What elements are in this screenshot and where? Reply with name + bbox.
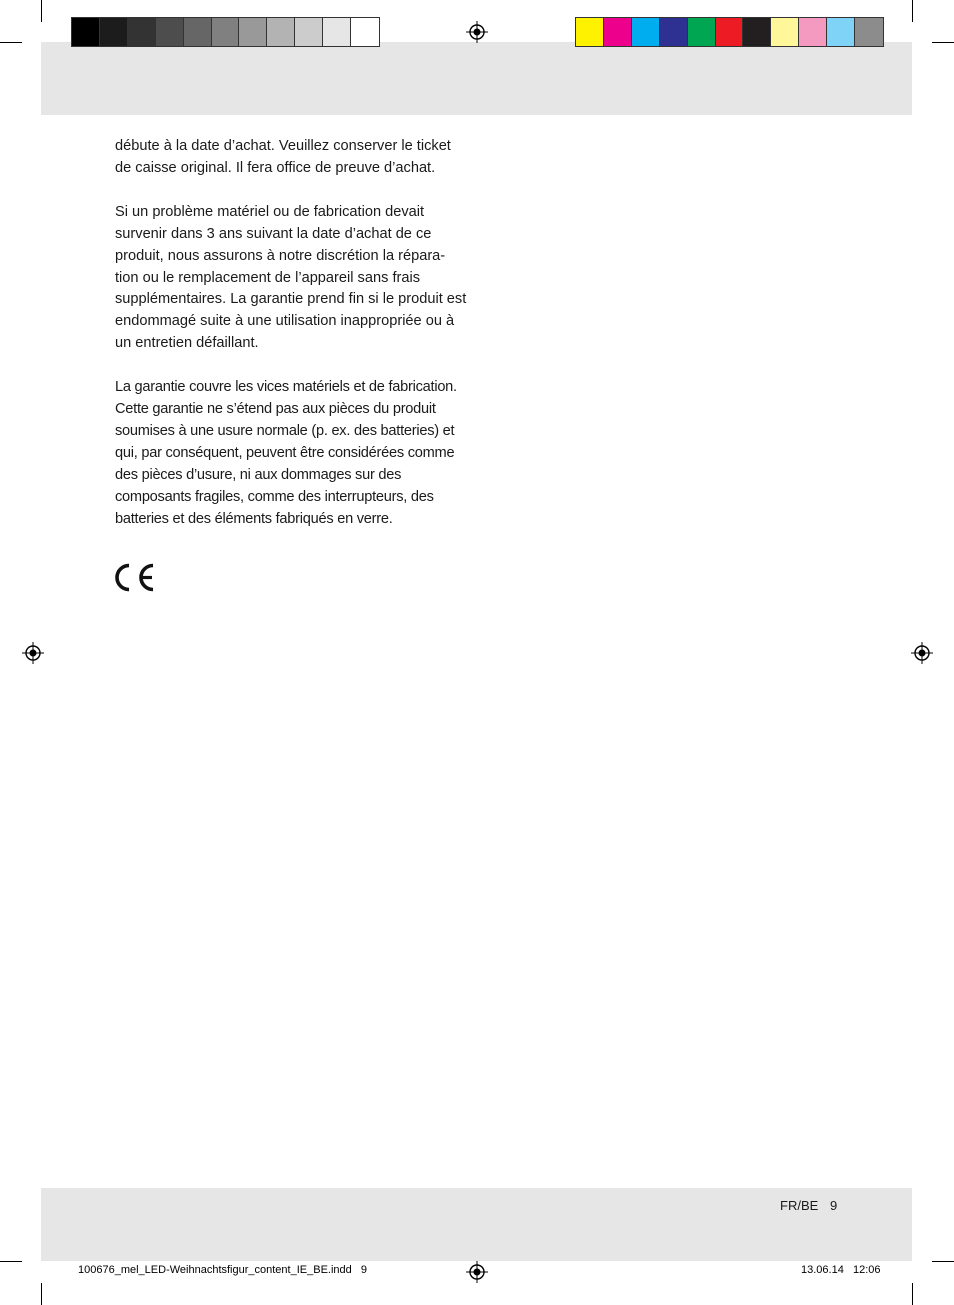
warranty-paragraph-1: débute à la date d’achat. Veuillez conserver le ticket de caisse original. Il fera office de preuve d’achat. — [115, 138, 451, 176]
header-band — [41, 42, 912, 115]
crop-mark — [912, 1283, 913, 1305]
color-swatch — [716, 18, 744, 46]
color-swatch — [184, 18, 212, 46]
crop-mark — [912, 0, 913, 22]
color-swatch — [855, 18, 883, 46]
color-swatch — [351, 18, 379, 46]
slug-filename: 100676_mel_LED-Weihnachtsfigur_content_IE_BE.indd 9 — [78, 1264, 368, 1276]
registration-mark-icon — [466, 21, 488, 43]
color-swatch — [688, 18, 716, 46]
color-swatch — [323, 18, 351, 46]
warranty-paragraph-3: La garantie couvre les vices matériels et de fabrication. Cette garantie ne s’étend pas aux pièces du produit soumises à une usure normale (p. ex. des batteries) et qui, par conséquent, peuvent être considérées comme des pièces d’usure, ni aux dommages sur des composants fragiles, comme des interrupteurs, des batteries et des éléments fabriqués en verre. — [115, 379, 457, 527]
language-label: FR/BE — [780, 1198, 819, 1213]
crop-mark — [932, 42, 954, 43]
color-swatch — [239, 18, 267, 46]
color-swatch — [295, 18, 323, 46]
color-swatch — [660, 18, 688, 46]
process-color-bar — [575, 17, 884, 47]
color-swatch — [128, 18, 156, 46]
color-swatch — [156, 18, 184, 46]
warranty-paragraph-2: Si un problème matériel ou de fabrication devait survenir dans 3 ans suivant la date d’achat de ce produit, nous assurons à notre discrétion la répara-tion ou le remplacement de l’appareil sans frais supplémentaires. La garantie prend fin si le produit est endommagé suite à une utilisation inappropriée ou à un entretien défaillant. — [115, 203, 467, 352]
color-swatch — [100, 18, 128, 46]
registration-mark-icon — [911, 642, 933, 664]
color-swatch — [72, 18, 100, 46]
crop-mark — [41, 1283, 42, 1305]
crop-mark — [41, 0, 42, 22]
crop-mark — [0, 1261, 22, 1262]
color-swatch — [212, 18, 240, 46]
color-swatch — [771, 18, 799, 46]
page-number: 9 — [830, 1198, 838, 1213]
registration-mark-icon — [22, 642, 44, 664]
grayscale-bar — [71, 17, 380, 47]
color-swatch — [632, 18, 660, 46]
warranty-text-column — [115, 136, 467, 553]
slug-datetime: 13.06.14 12:06 — [801, 1264, 881, 1276]
color-swatch — [267, 18, 295, 46]
registration-mark-icon — [466, 1261, 488, 1283]
ce-mark-icon — [114, 563, 156, 592]
color-swatch — [604, 18, 632, 46]
color-swatch — [576, 18, 604, 46]
crop-mark — [0, 42, 22, 43]
color-swatch — [743, 18, 771, 46]
crop-mark — [932, 1261, 954, 1262]
color-swatch — [799, 18, 827, 46]
color-swatch — [827, 18, 855, 46]
